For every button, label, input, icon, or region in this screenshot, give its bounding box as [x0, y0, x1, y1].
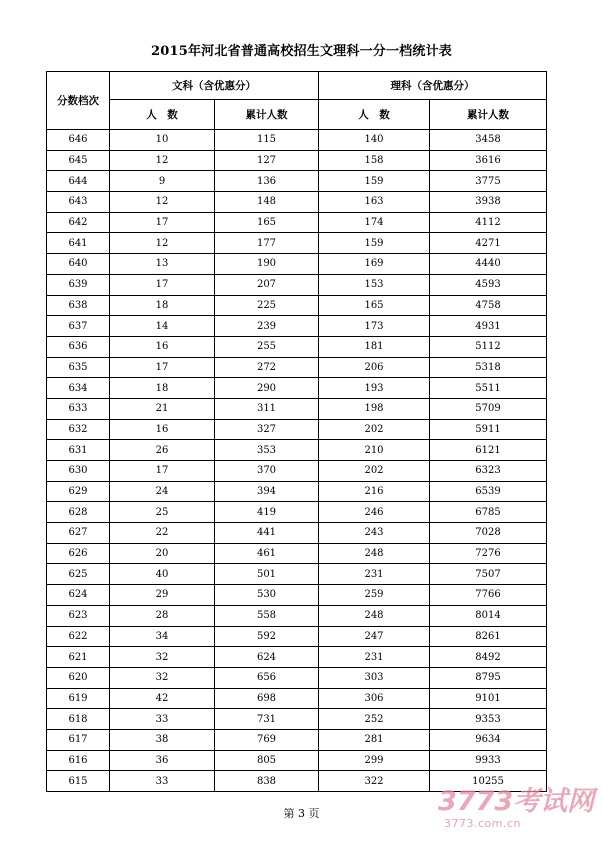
table-row [47, 543, 547, 564]
cell-science-count: 181 [319, 336, 430, 357]
header-liberal-cumulative: 累计人数 [215, 100, 319, 130]
cell-science-count: 206 [319, 357, 430, 378]
watermark-main-text: 3773考试网 [438, 786, 595, 817]
cell-liberal-cumulative: 127 [215, 150, 319, 171]
cell-science-cumulative: 3458 [430, 130, 547, 151]
cell-liberal-cumulative: 311 [215, 398, 319, 419]
table-row [47, 274, 547, 295]
cell-science-cumulative: 10255 [430, 771, 547, 792]
cell-liberal-cumulative: 148 [215, 192, 319, 213]
header-liberal-arts: 文科（含优惠分） [110, 72, 319, 100]
table-row [47, 398, 547, 419]
cell-score: 645 [47, 150, 110, 171]
cell-science-count: 243 [319, 523, 430, 544]
cell-science-count: 169 [319, 254, 430, 275]
cell-science-cumulative: 6785 [430, 502, 547, 523]
cell-liberal-count: 12 [110, 192, 215, 213]
cell-score: 637 [47, 316, 110, 337]
cell-science-cumulative: 3616 [430, 150, 547, 171]
cell-liberal-cumulative: 177 [215, 233, 319, 254]
cell-liberal-count: 40 [110, 564, 215, 585]
cell-liberal-cumulative: 769 [215, 729, 319, 750]
cell-score: 640 [47, 254, 110, 275]
cell-score: 625 [47, 564, 110, 585]
cell-liberal-count: 17 [110, 274, 215, 295]
cell-liberal-cumulative: 592 [215, 626, 319, 647]
cell-science-count: 231 [319, 564, 430, 585]
cell-score: 641 [47, 233, 110, 254]
cell-liberal-count: 42 [110, 688, 215, 709]
cell-liberal-count: 21 [110, 398, 215, 419]
cell-science-count: 248 [319, 605, 430, 626]
cell-score: 623 [47, 605, 110, 626]
cell-liberal-cumulative: 290 [215, 378, 319, 399]
cell-science-count: 174 [319, 212, 430, 233]
cell-liberal-cumulative: 530 [215, 585, 319, 606]
cell-liberal-count: 12 [110, 150, 215, 171]
cell-liberal-cumulative: 419 [215, 502, 319, 523]
table-row [47, 688, 547, 709]
cell-liberal-cumulative: 698 [215, 688, 319, 709]
table-row [47, 523, 547, 544]
cell-science-count: 248 [319, 543, 430, 564]
cell-liberal-cumulative: 656 [215, 667, 319, 688]
cell-science-count: 281 [319, 729, 430, 750]
cell-science-count: 198 [319, 398, 430, 419]
table-row [47, 461, 547, 482]
table-row [47, 212, 547, 233]
header-science: 理科（含优惠分） [319, 72, 547, 100]
cell-score: 639 [47, 274, 110, 295]
cell-science-count: 193 [319, 378, 430, 399]
table-row [47, 440, 547, 461]
table-row [47, 316, 547, 337]
cell-science-count: 173 [319, 316, 430, 337]
cell-science-count: 252 [319, 709, 430, 730]
cell-science-cumulative: 3775 [430, 171, 547, 192]
cell-science-cumulative: 5709 [430, 398, 547, 419]
cell-science-cumulative: 6539 [430, 481, 547, 502]
cell-liberal-count: 22 [110, 523, 215, 544]
cell-liberal-count: 16 [110, 419, 215, 440]
header-science-count: 人 数 [319, 100, 430, 130]
table-row [47, 667, 547, 688]
cell-science-cumulative: 5511 [430, 378, 547, 399]
table-row [47, 626, 547, 647]
cell-science-count: 246 [319, 502, 430, 523]
cell-liberal-cumulative: 327 [215, 419, 319, 440]
cell-score: 626 [47, 543, 110, 564]
cell-score: 618 [47, 709, 110, 730]
cell-liberal-count: 18 [110, 378, 215, 399]
table-row [47, 171, 547, 192]
cell-liberal-cumulative: 731 [215, 709, 319, 730]
table-row [47, 709, 547, 730]
table-row [47, 378, 547, 399]
table-row [47, 357, 547, 378]
header-science-cumulative: 累计人数 [430, 100, 547, 130]
cell-score: 635 [47, 357, 110, 378]
cell-science-count: 159 [319, 233, 430, 254]
cell-liberal-count: 24 [110, 481, 215, 502]
cell-score: 616 [47, 750, 110, 771]
cell-score: 638 [47, 295, 110, 316]
cell-liberal-cumulative: 190 [215, 254, 319, 275]
cell-liberal-count: 32 [110, 647, 215, 668]
watermark-sub-text: 3773.com.cn [444, 817, 521, 830]
cell-score: 644 [47, 171, 110, 192]
cell-liberal-count: 32 [110, 667, 215, 688]
header-liberal-count: 人 数 [110, 100, 215, 130]
cell-science-cumulative: 9101 [430, 688, 547, 709]
cell-score: 627 [47, 523, 110, 544]
cell-liberal-count: 20 [110, 543, 215, 564]
cell-science-cumulative: 8795 [430, 667, 547, 688]
cell-science-count: 202 [319, 419, 430, 440]
cell-score: 633 [47, 398, 110, 419]
cell-science-cumulative: 8492 [430, 647, 547, 668]
table-row [47, 481, 547, 502]
cell-science-cumulative: 6121 [430, 440, 547, 461]
cell-science-count: 159 [319, 171, 430, 192]
cell-liberal-count: 33 [110, 709, 215, 730]
table-row [47, 585, 547, 606]
cell-liberal-count: 17 [110, 212, 215, 233]
cell-score: 629 [47, 481, 110, 502]
table-row [47, 729, 547, 750]
cell-science-cumulative: 9634 [430, 729, 547, 750]
cell-science-cumulative: 7507 [430, 564, 547, 585]
cell-science-cumulative: 4440 [430, 254, 547, 275]
cell-liberal-cumulative: 207 [215, 274, 319, 295]
cell-science-count: 299 [319, 750, 430, 771]
cell-liberal-count: 34 [110, 626, 215, 647]
cell-science-cumulative: 4271 [430, 233, 547, 254]
cell-score: 646 [47, 130, 110, 151]
cell-science-cumulative: 4593 [430, 274, 547, 295]
cell-liberal-cumulative: 624 [215, 647, 319, 668]
watermark-logo [438, 787, 598, 847]
cell-liberal-cumulative: 461 [215, 543, 319, 564]
table-row [47, 233, 547, 254]
cell-liberal-cumulative: 165 [215, 212, 319, 233]
table-row [47, 192, 547, 213]
cell-science-count: 259 [319, 585, 430, 606]
cell-science-cumulative: 7766 [430, 585, 547, 606]
cell-liberal-cumulative: 255 [215, 336, 319, 357]
cell-liberal-count: 17 [110, 357, 215, 378]
cell-liberal-cumulative: 370 [215, 461, 319, 482]
cell-score: 630 [47, 461, 110, 482]
cell-science-cumulative: 9933 [430, 750, 547, 771]
table-row [47, 130, 547, 151]
table-row [47, 295, 547, 316]
cell-liberal-cumulative: 239 [215, 316, 319, 337]
cell-liberal-count: 16 [110, 336, 215, 357]
cell-science-count: 140 [319, 130, 430, 151]
cell-liberal-count: 36 [110, 750, 215, 771]
cell-science-cumulative: 5318 [430, 357, 547, 378]
cell-liberal-count: 25 [110, 502, 215, 523]
cell-liberal-cumulative: 225 [215, 295, 319, 316]
table-row [47, 564, 547, 585]
cell-liberal-count: 38 [110, 729, 215, 750]
cell-science-cumulative: 4931 [430, 316, 547, 337]
cell-science-count: 306 [319, 688, 430, 709]
cell-score: 632 [47, 419, 110, 440]
cell-science-cumulative: 4758 [430, 295, 547, 316]
cell-liberal-count: 17 [110, 461, 215, 482]
cell-science-cumulative: 8261 [430, 626, 547, 647]
cell-liberal-count: 12 [110, 233, 215, 254]
cell-score: 643 [47, 192, 110, 213]
cell-science-cumulative: 7276 [430, 543, 547, 564]
table-row [47, 502, 547, 523]
cell-liberal-cumulative: 353 [215, 440, 319, 461]
cell-science-count: 210 [319, 440, 430, 461]
cell-liberal-count: 33 [110, 771, 215, 792]
cell-science-count: 322 [319, 771, 430, 792]
cell-science-cumulative: 6323 [430, 461, 547, 482]
cell-science-count: 153 [319, 274, 430, 295]
cell-liberal-count: 26 [110, 440, 215, 461]
cell-liberal-count: 9 [110, 171, 215, 192]
table-row [47, 750, 547, 771]
cell-science-count: 202 [319, 461, 430, 482]
cell-liberal-count: 13 [110, 254, 215, 275]
cell-liberal-count: 28 [110, 605, 215, 626]
table-row [47, 647, 547, 668]
table-body [47, 130, 547, 792]
cell-science-cumulative: 9353 [430, 709, 547, 730]
cell-liberal-cumulative: 136 [215, 171, 319, 192]
cell-science-count: 303 [319, 667, 430, 688]
cell-science-cumulative: 3938 [430, 192, 547, 213]
cell-science-cumulative: 5911 [430, 419, 547, 440]
cell-score: 642 [47, 212, 110, 233]
cell-liberal-cumulative: 805 [215, 750, 319, 771]
cell-science-count: 165 [319, 295, 430, 316]
cell-score: 628 [47, 502, 110, 523]
cell-liberal-cumulative: 558 [215, 605, 319, 626]
cell-science-count: 163 [319, 192, 430, 213]
page-title: 2015年河北省普通高校招生文理科一分一档统计表 [151, 44, 452, 59]
page-number: 第 3 页 [283, 807, 320, 820]
table-row [47, 254, 547, 275]
cell-science-cumulative: 8014 [430, 605, 547, 626]
cell-score: 636 [47, 336, 110, 357]
cell-science-cumulative: 7028 [430, 523, 547, 544]
cell-liberal-cumulative: 838 [215, 771, 319, 792]
cell-score: 624 [47, 585, 110, 606]
cell-science-cumulative: 4112 [430, 212, 547, 233]
cell-liberal-count: 14 [110, 316, 215, 337]
table-row [47, 605, 547, 626]
cell-score: 622 [47, 626, 110, 647]
table-row [47, 419, 547, 440]
cell-liberal-count: 10 [110, 130, 215, 151]
cell-liberal-cumulative: 394 [215, 481, 319, 502]
cell-score: 620 [47, 667, 110, 688]
cell-liberal-cumulative: 272 [215, 357, 319, 378]
header-score-band: 分数档次 [47, 72, 110, 130]
cell-liberal-count: 29 [110, 585, 215, 606]
cell-liberal-cumulative: 115 [215, 130, 319, 151]
cell-score: 631 [47, 440, 110, 461]
cell-score: 617 [47, 729, 110, 750]
cell-science-count: 231 [319, 647, 430, 668]
cell-liberal-cumulative: 441 [215, 523, 319, 544]
cell-score: 619 [47, 688, 110, 709]
cell-score: 634 [47, 378, 110, 399]
cell-liberal-cumulative: 501 [215, 564, 319, 585]
cell-liberal-count: 18 [110, 295, 215, 316]
table-row [47, 150, 547, 171]
table-row [47, 336, 547, 357]
cell-science-count: 216 [319, 481, 430, 502]
cell-science-count: 158 [319, 150, 430, 171]
cell-science-cumulative: 5112 [430, 336, 547, 357]
cell-score: 621 [47, 647, 110, 668]
score-distribution-table [46, 71, 547, 792]
cell-science-count: 247 [319, 626, 430, 647]
cell-score: 615 [47, 771, 110, 792]
